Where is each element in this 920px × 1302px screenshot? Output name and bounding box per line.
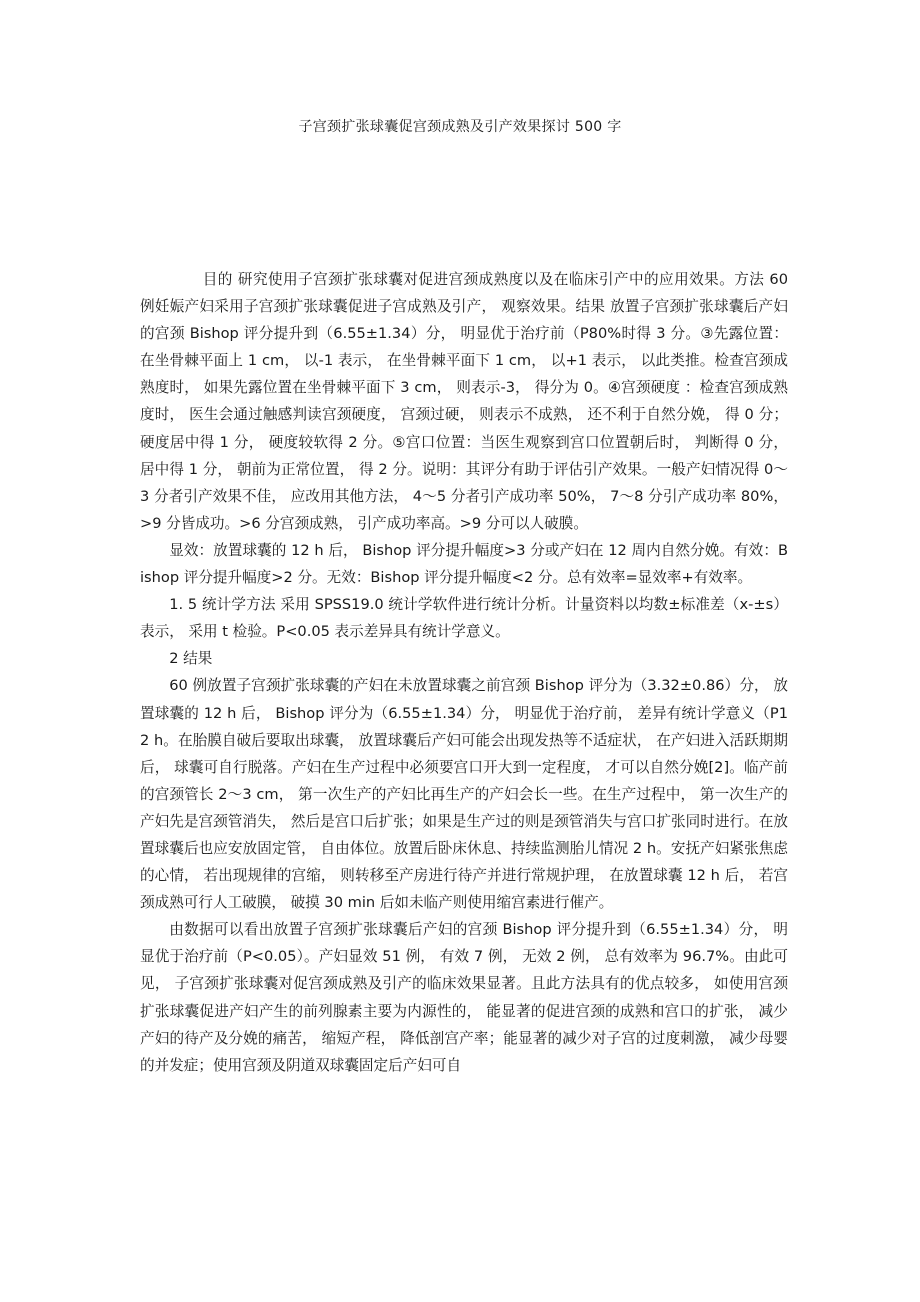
paragraph-conclusion: 由数据可以看出放置子宫颈扩张球囊后产妇的宫颈 Bishop 评分提升到（6.55±1.34）分， 明显优于治疗前（P<0.05）。产妇显效 51 例， 有效 7 例， 无效 2 例， 总有效率为 96.7%。由此可见， 子宫颈扩张球囊对促宫颈成熟及引产的临床效果显著。且此方法具有的优点较多， 如使用宫颈扩张球囊促进产妇产生的前列腺素主要为内源性的， 能显著的促进宫颈的成熟和宫口的扩张， 减少产妇的待产及分娩的痛苦， 缩短产程， 降低剖宫产率；能显著的减少对子宫的过度刺激， 减少母婴的并发症；使用宫颈及阴道双球囊固定后产妇可自 [140, 921, 788, 1074]
paragraph-efficacy-criteria: 显效：放置球囊的 12 h 后， Bishop 评分提升幅度>3 分或产妇在 12 周内自然分娩。有效：Bishop 评分提升幅度>2 分。无效：Bishop 评分提升幅度<2 分。总有效率=显效率+有效率。 [140, 541, 788, 587]
paragraph-statistics: 1. 5 统计学方法 采用 SPSS19.0 统计学软件进行统计分析。计量资料以均数±标准差（x-±s）表示， 采用 t 检验。P<0.05 表示差异具有统计学意义。 [140, 596, 788, 641]
document-title: 子宫颈扩张球囊促宫颈成熟及引产效果探讨 500 字 [298, 119, 622, 135]
paragraph-results: 60 例放置子宫颈扩张球囊的产妇在未放置球囊之前宫颈 Bishop 评分为（3.32±0.86）分， 放置球囊的 12 h 后， Bishop 评分为（6.55±1.34）分， 明显优于治疗前， 差异有统计学意义（P12 h。在胎膜自破后要取出球囊， 放置球囊后产妇可能会出现发热等不适症状， 在产妇进入活跃期期后， 球囊可自行脱落。产妇在生产过程中必须要宫口开大到一定程度， 才可以自然分娩[2]。临产前的宫颈管长 2～3 cm， 第一次生产的产妇比再生产的产妇会长一些。在生产过程中， 第一次生产的产妇先是宫颈管消失， 然后是宫口后扩张；如果是生产过的则是颈管消失与宫口扩张同时进行。在放置球囊后也应安放固定管， 自由体位。放置后卧床休息、持续监测胎儿情况 2 h。安抚产妇紧张焦虑的心情， 若出现规律的宫缩， 则转移至产房进行待产并进行常规护理， 在放置球囊 12 h 后， 若宫颈成熟可行人工破膜， 破摸 30 min 后如未临产则使用缩宫素进行催产。 [140, 677, 788, 912]
section-heading-results: 2 结果 [169, 650, 213, 668]
document-body [140, 266, 788, 1079]
paragraph-abstract: 目的 研究使用子宫颈扩张球囊对促进宫颈成熟度以及在临床引产中的应用效果。方法 60 例妊娠产妇采用子宫颈扩张球囊促进子宫成熟及引产， 观察效果。结果 放置子宫颈扩张球囊后产妇的宫颈 Bishop 评分提升到（6.55±1.34）分， 明显优于治疗前（P80%时得 3 分。③先露位置：在坐骨棘平面上 1 cm， 以-1 表示， 在坐骨棘平面下 1 cm， 以+1 表示， 以此类推。检查宫颈成熟度时， 如果先露位置在坐骨棘平面下 3 cm， 则表示-3， 得分为 0。④宫颈硬度 ：检查宫颈成熟度时， 医生会通过触感判读宫颈硬度， 宫颈过硬， 则表示不成熟， 还不利于自然分娩， 得 0 分；硬度居中得 1 分， 硬度较软得 2 分。⑤宫口位置：当医生观察到宫口位置朝后时， 判断得 0 分， 居中得 1 分， 朝前为正常位置， 得 2 分。说明：其评分有助于评估引产效果。一般产妇情况得 0～3 分者引产效果不佳， 应改用其他方法， 4～5 分者引产成功率 50%， 7～8 分引产成功率 80%， >9 分皆成功。>6 分宫颈成熟， 引产成功率高。>9 分可以人破膜。 [140, 271, 788, 532]
